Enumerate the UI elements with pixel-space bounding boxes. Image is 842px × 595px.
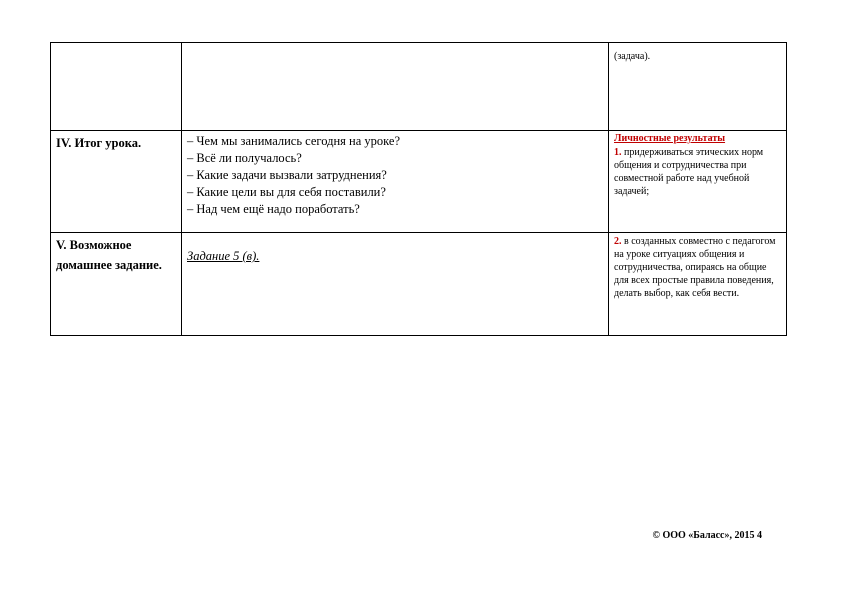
stage-title: IV. Итог урока. [56,136,142,150]
homework-link[interactable]: Задание 5 (в). [187,249,260,263]
list-item: – Всё ли получалось? [187,151,302,165]
cell-content [182,43,609,131]
list-item: – Какие цели вы для себя поставили? [187,185,386,199]
results-text: (задача). [614,51,651,62]
table-row [51,233,787,336]
result-number: 1. [614,146,622,158]
table-row [51,131,787,233]
list-item: – Какие задачи вызвали затруднения? [187,168,387,182]
question-list [187,133,603,218]
list-item: – Над чем ещё надо поработать? [187,202,360,216]
result-description: в созданных совместно с педагогом на уроке ситуациях общения и сотрудничества, опираясь на общие для всех простые правила поведения, делать выбор, как себя вести. [614,236,776,299]
cell-stage [51,131,182,233]
cell-results [609,43,787,131]
cell-results [609,131,787,233]
results-heading: Личностные результаты [614,133,726,144]
cell-stage [51,233,182,336]
result-description: придерживаться этических норм общения и сотрудничества при совместной работе над учебной задачей; [614,146,764,197]
cell-results [609,233,787,336]
result-number: 2. [614,236,622,247]
list-item: – Чем мы занимались сегодня на уроке? [187,134,401,148]
cell-stage [51,43,182,131]
cell-content [182,233,609,336]
cell-content [182,131,609,233]
stage-title: V. Возможное домашнее задание. [56,238,162,272]
lesson-table [50,42,787,336]
footer-copyright: © ООО «Баласс», 2015 4 [652,530,762,541]
results-text [614,235,781,300]
results-text [614,146,781,198]
table-row [51,43,787,131]
